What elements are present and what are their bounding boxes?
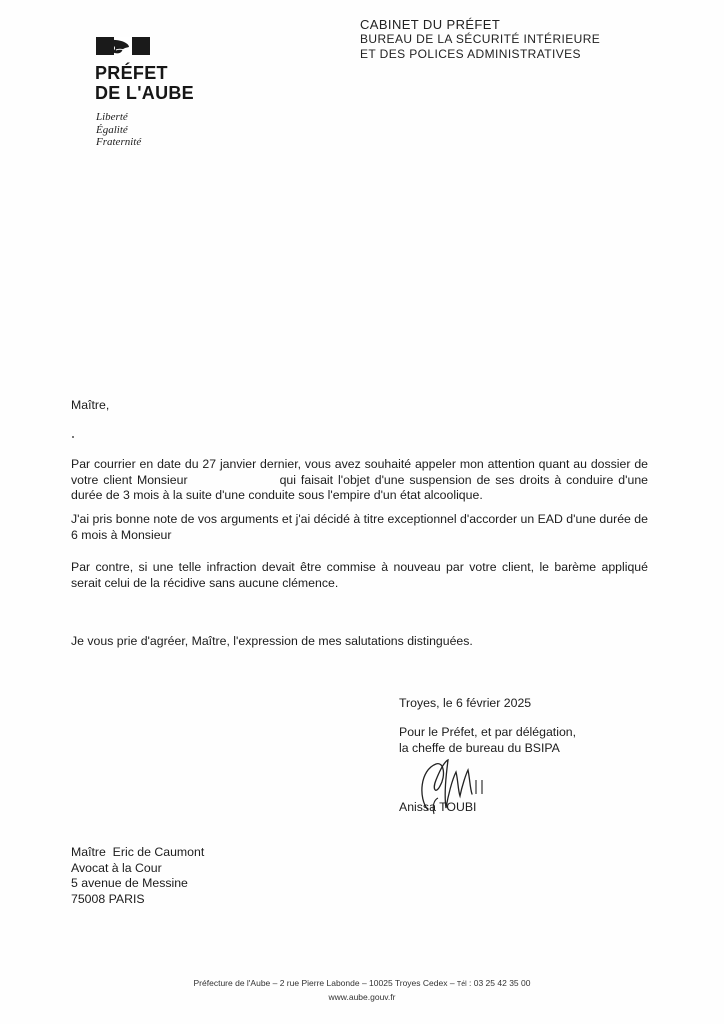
recipient-line3: 5 avenue de Messine bbox=[71, 876, 188, 890]
closing-formula: Je vous prie d'agréer, Maître, l'expression de mes salutations distinguées. bbox=[71, 634, 473, 648]
service-line2: BUREAU DE LA SÉCURITÉ INTÉRIEURE bbox=[360, 32, 601, 46]
footer bbox=[0, 977, 724, 1003]
footer-tel-label: Tél bbox=[456, 981, 467, 988]
signer-name: Anissa TOUBI bbox=[399, 800, 477, 814]
service-line3: ET DES POLICES ADMINISTRATIVES bbox=[360, 47, 581, 61]
stray-mark bbox=[72, 436, 74, 438]
prefecture-title-line1: PRÉFET bbox=[95, 63, 168, 83]
footer-address-line bbox=[0, 977, 724, 991]
paragraph-3: Par contre, si une telle infraction devait être commise à nouveau par votre client, le barème appliqué serait celui de la récidive sans aucune clémence. bbox=[71, 560, 648, 590]
footer-website: www.aube.gouv.fr bbox=[328, 992, 396, 1002]
marianne-flag-logo bbox=[96, 37, 150, 55]
footer-tel-number: : 03 25 42 35 00 bbox=[466, 978, 531, 988]
prefecture-title bbox=[95, 63, 194, 103]
motto-liberte: Liberté bbox=[96, 111, 128, 123]
service-line1: CABINET DU PRÉFET bbox=[360, 17, 501, 32]
issuing-service bbox=[360, 17, 600, 62]
recipient-address bbox=[71, 845, 204, 907]
paragraph-2: J'ai pris bonne note de vos arguments et j'ai décidé à titre exceptionnel d'accorder un EAD d'une durée de 6 mois à Monsieur bbox=[71, 512, 648, 542]
paragraph-1 bbox=[71, 457, 648, 504]
footer-address: Préfecture de l'Aube – 2 rue Pierre Labonde – 10025 Troyes Cedex – bbox=[193, 978, 457, 988]
place-and-date: Troyes, le 6 février 2025 bbox=[399, 696, 532, 710]
paragraph-1-part-a: Par courrier en date du 27 janvier dernier, vous avez souhaité appeler mon attention quant au dossier de votre client Monsieur bbox=[71, 457, 648, 487]
prefecture-title-line2: DE L'AUBE bbox=[95, 83, 194, 103]
motto-egalite: Égalité bbox=[96, 123, 128, 136]
motto-fraternite: Fraternité bbox=[96, 136, 142, 148]
recipient-line4: 75008 PARIS bbox=[71, 891, 145, 906]
salutation: Maître, bbox=[71, 398, 110, 412]
recipient-line2: Avocat à la Cour bbox=[71, 860, 162, 875]
paragraph-1-part-b: qui faisait l'objet d'une suspension de ses droits à conduire d'une durée de 3 mois à la suite d'une conduite sous l'empire d'un état alcoolique. bbox=[71, 472, 648, 502]
recipient-line1: Maître Eric de Caumont bbox=[71, 845, 205, 859]
signer-title: la cheffe de bureau du BSIPA bbox=[399, 741, 560, 755]
delegation-line: Pour le Préfet, et par délégation, bbox=[399, 725, 577, 739]
republic-motto bbox=[96, 111, 141, 149]
